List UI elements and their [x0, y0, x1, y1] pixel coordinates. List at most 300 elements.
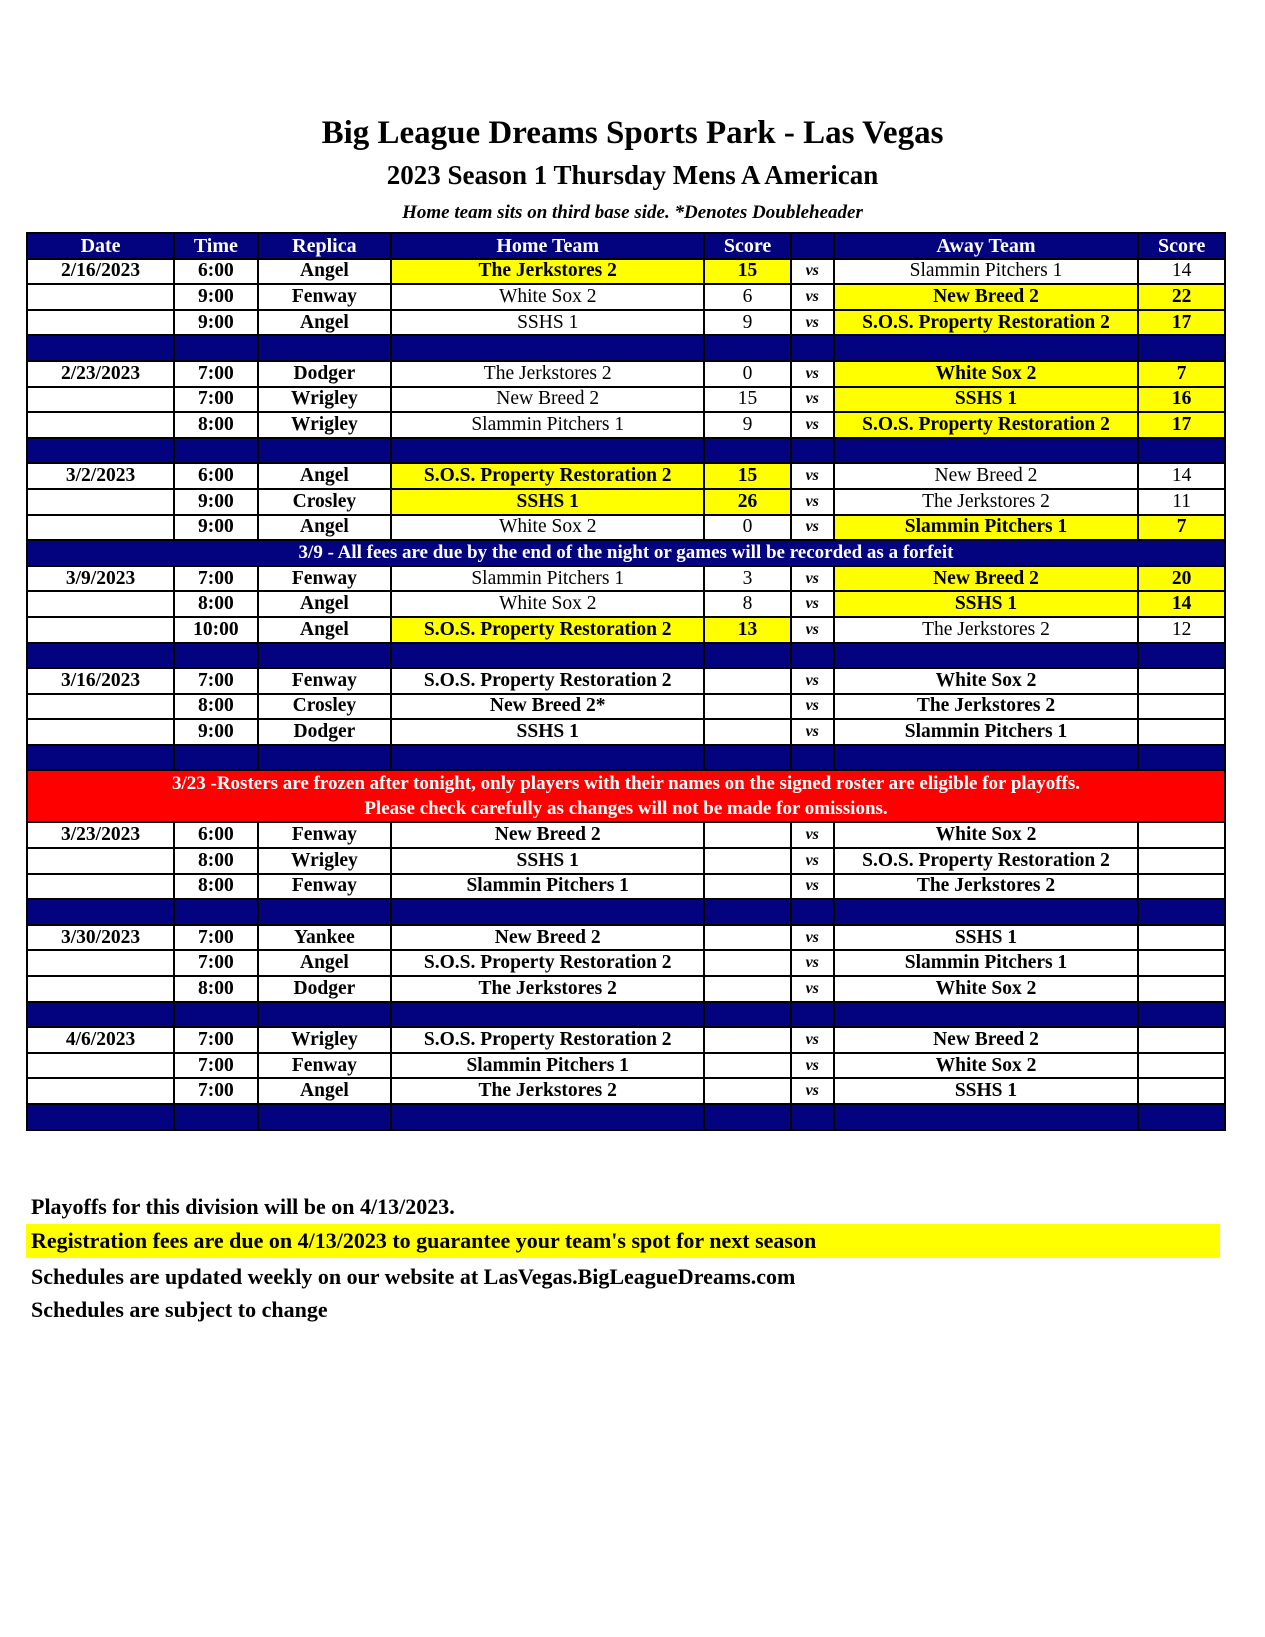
home-score-cell: 0	[704, 361, 791, 387]
home-score-cell: 15	[704, 463, 791, 489]
away-score-cell: 14	[1138, 259, 1225, 285]
separator-cell	[258, 899, 392, 925]
away-team-cell: S.O.S. Property Restoration 2	[834, 848, 1139, 874]
away-team-cell: New Breed 2	[834, 463, 1139, 489]
date-cell	[27, 874, 174, 900]
away-team-cell: New Breed 2	[834, 566, 1139, 592]
separator-cell	[391, 899, 704, 925]
column-header-replica: Replica	[258, 233, 392, 259]
time-cell: 7:00	[174, 566, 257, 592]
table-row	[27, 925, 1225, 951]
away-team-cell: S.O.S. Property Restoration 2	[834, 412, 1139, 438]
home-score-cell: 9	[704, 310, 791, 336]
separator-cell	[704, 745, 791, 771]
field-cell: Crosley	[258, 489, 392, 515]
away-score-cell	[1138, 950, 1225, 976]
home-score-cell	[704, 1053, 791, 1079]
field-cell: Wrigley	[258, 387, 392, 413]
time-cell: 9:00	[174, 284, 257, 310]
away-team-cell: Slammin Pitchers 1	[834, 515, 1139, 541]
away-score-cell	[1138, 694, 1225, 720]
date-cell	[27, 489, 174, 515]
table-row	[27, 591, 1225, 617]
time-cell: 7:00	[174, 1027, 257, 1053]
field-cell: Angel	[258, 950, 392, 976]
home-team-cell: New Breed 2*	[391, 694, 704, 720]
vs-cell: vs	[791, 874, 834, 900]
separator-cell	[27, 438, 174, 464]
separator-cell	[834, 1002, 1139, 1028]
vs-cell: vs	[791, 284, 834, 310]
vs-cell: vs	[791, 719, 834, 745]
date-cell	[27, 310, 174, 336]
vs-cell: vs	[791, 694, 834, 720]
separator-cell	[391, 1104, 704, 1130]
separator-row	[27, 745, 1225, 771]
away-team-cell: White Sox 2	[834, 976, 1139, 1002]
time-cell: 6:00	[174, 463, 257, 489]
date-cell: 2/23/2023	[27, 361, 174, 387]
separator-row	[27, 438, 1225, 464]
date-cell: 4/6/2023	[27, 1027, 174, 1053]
separator-row	[27, 335, 1225, 361]
away-team-cell: New Breed 2	[834, 1027, 1139, 1053]
vs-cell: vs	[791, 591, 834, 617]
home-team-cell: S.O.S. Property Restoration 2	[391, 617, 704, 643]
time-cell: 7:00	[174, 925, 257, 951]
home-team-cell: New Breed 2	[391, 925, 704, 951]
home-score-cell	[704, 950, 791, 976]
separator-cell	[391, 745, 704, 771]
separator-cell	[27, 745, 174, 771]
home-score-cell	[704, 1027, 791, 1053]
time-cell: 7:00	[174, 1078, 257, 1104]
separator-cell	[834, 438, 1139, 464]
separator-cell	[704, 438, 791, 464]
field-cell: Dodger	[258, 719, 392, 745]
home-score-cell	[704, 1078, 791, 1104]
vs-cell: vs	[791, 463, 834, 489]
away-score-cell	[1138, 874, 1225, 900]
vs-cell: vs	[791, 310, 834, 336]
field-cell: Crosley	[258, 694, 392, 720]
field-cell: Angel	[258, 310, 392, 336]
home-score-cell: 6	[704, 284, 791, 310]
vs-cell: vs	[791, 925, 834, 951]
date-cell	[27, 591, 174, 617]
home-score-cell	[704, 719, 791, 745]
away-score-cell: 17	[1138, 412, 1225, 438]
home-team-cell: New Breed 2	[391, 822, 704, 848]
table-row	[27, 668, 1225, 694]
field-cell: Angel	[258, 617, 392, 643]
away-team-cell: The Jerkstores 2	[834, 694, 1139, 720]
footer-subject: Schedules are subject to change	[31, 1297, 328, 1322]
table-row	[27, 361, 1225, 387]
home-team-cell: The Jerkstores 2	[391, 361, 704, 387]
table-row	[27, 566, 1225, 592]
separator-cell	[391, 643, 704, 669]
separator-cell	[834, 643, 1139, 669]
separator-row	[27, 643, 1225, 669]
separator-cell	[704, 899, 791, 925]
table-row	[27, 463, 1225, 489]
time-cell: 8:00	[174, 848, 257, 874]
footer-playoffs: Playoffs for this division will be on 4/13/2023.	[31, 1194, 455, 1219]
field-cell: Angel	[258, 591, 392, 617]
home-team-cell: White Sox 2	[391, 284, 704, 310]
date-cell: 3/23/2023	[27, 822, 174, 848]
away-score-cell	[1138, 822, 1225, 848]
home-team-cell: The Jerkstores 2	[391, 976, 704, 1002]
date-cell	[27, 848, 174, 874]
separator-cell	[174, 745, 257, 771]
separator-cell	[258, 745, 392, 771]
field-cell: Fenway	[258, 284, 392, 310]
time-cell: 9:00	[174, 515, 257, 541]
home-score-cell: 15	[704, 259, 791, 285]
column-header-away-team: Away Team	[834, 233, 1139, 259]
date-cell	[27, 387, 174, 413]
away-score-cell: 11	[1138, 489, 1225, 515]
notice-row	[27, 540, 1225, 566]
time-cell: 8:00	[174, 976, 257, 1002]
separator-cell	[174, 335, 257, 361]
field-cell: Angel	[258, 463, 392, 489]
home-score-cell: 15	[704, 387, 791, 413]
home-score-cell	[704, 822, 791, 848]
time-cell: 7:00	[174, 668, 257, 694]
home-team-cell: White Sox 2	[391, 515, 704, 541]
field-cell: Fenway	[258, 874, 392, 900]
date-cell: 3/2/2023	[27, 463, 174, 489]
home-score-cell: 26	[704, 489, 791, 515]
away-team-cell: SSHS 1	[834, 925, 1139, 951]
separator-row	[27, 899, 1225, 925]
home-team-cell: SSHS 1	[391, 848, 704, 874]
away-score-cell: 12	[1138, 617, 1225, 643]
date-cell	[27, 694, 174, 720]
schedule-table	[26, 232, 1226, 1131]
vs-cell: vs	[791, 387, 834, 413]
table-row	[27, 489, 1225, 515]
home-score-cell: 13	[704, 617, 791, 643]
home-team-cell: SSHS 1	[391, 719, 704, 745]
home-team-cell: The Jerkstores 2	[391, 1078, 704, 1104]
table-row	[27, 848, 1225, 874]
time-cell: 10:00	[174, 617, 257, 643]
time-cell: 7:00	[174, 387, 257, 413]
field-cell: Angel	[258, 1078, 392, 1104]
table-row	[27, 976, 1225, 1002]
home-score-cell: 9	[704, 412, 791, 438]
table-row	[27, 387, 1225, 413]
date-cell	[27, 284, 174, 310]
separator-row	[27, 1002, 1225, 1028]
field-cell: Wrigley	[258, 412, 392, 438]
separator-cell	[791, 1002, 834, 1028]
vs-cell: vs	[791, 259, 834, 285]
separator-cell	[391, 335, 704, 361]
home-score-cell: 8	[704, 591, 791, 617]
field-cell: Dodger	[258, 361, 392, 387]
separator-cell	[391, 438, 704, 464]
separator-cell	[834, 899, 1139, 925]
separator-cell	[704, 643, 791, 669]
home-team-cell: Slammin Pitchers 1	[391, 874, 704, 900]
home-team-cell: S.O.S. Property Restoration 2	[391, 463, 704, 489]
separator-cell	[258, 643, 392, 669]
away-score-cell	[1138, 1078, 1225, 1104]
field-cell: Angel	[258, 259, 392, 285]
separator-cell	[174, 643, 257, 669]
home-team-cell: Slammin Pitchers 1	[391, 1053, 704, 1079]
vs-cell: vs	[791, 822, 834, 848]
time-cell: 6:00	[174, 822, 257, 848]
away-score-cell	[1138, 1053, 1225, 1079]
separator-cell	[258, 1104, 392, 1130]
column-header-away-score: Score	[1138, 233, 1225, 259]
home-team-cell: S.O.S. Property Restoration 2	[391, 1027, 704, 1053]
separator-cell	[27, 643, 174, 669]
separator-cell	[174, 438, 257, 464]
vs-cell: vs	[791, 976, 834, 1002]
separator-cell	[258, 438, 392, 464]
field-cell: Fenway	[258, 822, 392, 848]
away-team-cell: S.O.S. Property Restoration 2	[834, 310, 1139, 336]
away-score-cell: 7	[1138, 361, 1225, 387]
vs-cell: vs	[791, 489, 834, 515]
table-row	[27, 822, 1225, 848]
vs-cell: vs	[791, 412, 834, 438]
separator-cell	[1138, 745, 1225, 771]
away-team-cell: White Sox 2	[834, 361, 1139, 387]
separator-cell	[27, 1002, 174, 1028]
away-team-cell: New Breed 2	[834, 284, 1139, 310]
roster-alert-line1: 3/23 -Rosters are frozen after tonight, only players with their names on the signed roster are eligible for playoffs.	[171, 773, 1081, 795]
home-score-cell	[704, 694, 791, 720]
fee-notice: 3/9 - All fees are due by the end of the night or games will be recorded as a forfeit	[27, 540, 1225, 566]
separator-cell	[791, 745, 834, 771]
home-team-cell: White Sox 2	[391, 591, 704, 617]
vs-cell: vs	[791, 668, 834, 694]
roster-alert-line2: Please check carefully as changes will not be made for omissions.	[364, 798, 888, 820]
vs-cell: vs	[791, 566, 834, 592]
footer-website: Schedules are updated weekly on our website at LasVegas.BigLeagueDreams.com	[31, 1264, 796, 1289]
time-cell: 8:00	[174, 874, 257, 900]
field-cell: Fenway	[258, 566, 392, 592]
field-cell: Fenway	[258, 1053, 392, 1079]
home-team-cell: S.O.S. Property Restoration 2	[391, 950, 704, 976]
vs-cell: vs	[791, 1078, 834, 1104]
separator-cell	[791, 899, 834, 925]
date-cell	[27, 412, 174, 438]
separator-row	[27, 1104, 1225, 1130]
home-score-cell	[704, 925, 791, 951]
home-team-cell: Slammin Pitchers 1	[391, 412, 704, 438]
roster-alert	[27, 770, 1225, 822]
time-cell: 7:00	[174, 950, 257, 976]
page-subtitle: 2023 Season 1 Thursday Mens A American	[386, 160, 879, 190]
separator-cell	[258, 335, 392, 361]
home-score-cell	[704, 874, 791, 900]
away-team-cell: SSHS 1	[834, 1078, 1139, 1104]
away-team-cell: SSHS 1	[834, 387, 1139, 413]
away-team-cell: The Jerkstores 2	[834, 874, 1139, 900]
away-score-cell: 20	[1138, 566, 1225, 592]
table-row	[27, 1027, 1225, 1053]
home-score-cell: 3	[704, 566, 791, 592]
header-note: Home team sits on third base side. *Denotes Doubleheader	[402, 202, 863, 223]
table-row	[27, 310, 1225, 336]
away-score-cell: 14	[1138, 463, 1225, 489]
away-team-cell: White Sox 2	[834, 668, 1139, 694]
separator-cell	[834, 335, 1139, 361]
date-cell: 2/16/2023	[27, 259, 174, 285]
time-cell: 8:00	[174, 412, 257, 438]
away-score-cell: 7	[1138, 515, 1225, 541]
table-row	[27, 694, 1225, 720]
column-header-time: Time	[174, 233, 257, 259]
field-cell: Wrigley	[258, 1027, 392, 1053]
away-score-cell: 16	[1138, 387, 1225, 413]
away-score-cell: 14	[1138, 591, 1225, 617]
home-score-cell: 0	[704, 515, 791, 541]
separator-cell	[174, 899, 257, 925]
vs-cell: vs	[791, 848, 834, 874]
separator-cell	[791, 335, 834, 361]
table-row	[27, 515, 1225, 541]
separator-cell	[27, 899, 174, 925]
separator-cell	[704, 1104, 791, 1130]
date-cell: 3/9/2023	[27, 566, 174, 592]
column-header-vs	[791, 233, 834, 259]
table-header-row	[27, 233, 1225, 259]
separator-cell	[27, 335, 174, 361]
home-team-cell: New Breed 2	[391, 387, 704, 413]
away-team-cell: White Sox 2	[834, 1053, 1139, 1079]
away-score-cell	[1138, 848, 1225, 874]
home-score-cell	[704, 976, 791, 1002]
date-cell	[27, 515, 174, 541]
field-cell: Angel	[258, 515, 392, 541]
column-header-date: Date	[27, 233, 174, 259]
away-score-cell	[1138, 976, 1225, 1002]
home-team-cell: SSHS 1	[391, 489, 704, 515]
away-team-cell: The Jerkstores 2	[834, 617, 1139, 643]
date-cell	[27, 950, 174, 976]
away-score-cell	[1138, 925, 1225, 951]
table-row	[27, 719, 1225, 745]
footer-registration: Registration fees are due on 4/13/2023 to guarantee your team's spot for next season	[26, 1224, 1220, 1258]
date-cell: 3/16/2023	[27, 668, 174, 694]
away-team-cell: The Jerkstores 2	[834, 489, 1139, 515]
away-score-cell	[1138, 1027, 1225, 1053]
time-cell: 7:00	[174, 1053, 257, 1079]
date-cell	[27, 617, 174, 643]
time-cell: 8:00	[174, 694, 257, 720]
separator-cell	[704, 1002, 791, 1028]
separator-cell	[1138, 1002, 1225, 1028]
date-cell	[27, 1078, 174, 1104]
time-cell: 9:00	[174, 310, 257, 336]
column-header-home-score: Score	[704, 233, 791, 259]
table-row	[27, 412, 1225, 438]
away-score-cell: 17	[1138, 310, 1225, 336]
separator-cell	[174, 1104, 257, 1130]
roster-alert-row	[27, 770, 1225, 822]
away-team-cell: White Sox 2	[834, 822, 1139, 848]
table-row	[27, 259, 1225, 285]
vs-cell: vs	[791, 1027, 834, 1053]
home-score-cell	[704, 848, 791, 874]
date-cell	[27, 719, 174, 745]
vs-cell: vs	[791, 361, 834, 387]
page-title: Big League Dreams Sports Park - Las Vegas	[321, 115, 944, 151]
vs-cell: vs	[791, 950, 834, 976]
separator-cell	[1138, 335, 1225, 361]
field-cell: Yankee	[258, 925, 392, 951]
away-score-cell	[1138, 668, 1225, 694]
time-cell: 6:00	[174, 259, 257, 285]
separator-cell	[1138, 438, 1225, 464]
table-row	[27, 284, 1225, 310]
table-row	[27, 1078, 1225, 1104]
separator-cell	[704, 335, 791, 361]
separator-cell	[791, 643, 834, 669]
away-team-cell: SSHS 1	[834, 591, 1139, 617]
away-score-cell	[1138, 719, 1225, 745]
away-score-cell: 22	[1138, 284, 1225, 310]
separator-cell	[834, 1104, 1139, 1130]
separator-cell	[391, 1002, 704, 1028]
table-row	[27, 1053, 1225, 1079]
date-cell	[27, 1053, 174, 1079]
table-row	[27, 950, 1225, 976]
time-cell: 9:00	[174, 719, 257, 745]
separator-cell	[791, 438, 834, 464]
separator-cell	[1138, 1104, 1225, 1130]
separator-cell	[834, 745, 1139, 771]
field-cell: Dodger	[258, 976, 392, 1002]
time-cell: 7:00	[174, 361, 257, 387]
table-row	[27, 874, 1225, 900]
away-team-cell: Slammin Pitchers 1	[834, 259, 1139, 285]
away-team-cell: Slammin Pitchers 1	[834, 719, 1139, 745]
separator-cell	[258, 1002, 392, 1028]
home-team-cell: The Jerkstores 2	[391, 259, 704, 285]
home-team-cell: SSHS 1	[391, 310, 704, 336]
field-cell: Fenway	[258, 668, 392, 694]
vs-cell: vs	[791, 1053, 834, 1079]
vs-cell: vs	[791, 617, 834, 643]
separator-cell	[1138, 643, 1225, 669]
date-cell: 3/30/2023	[27, 925, 174, 951]
time-cell: 9:00	[174, 489, 257, 515]
separator-cell	[27, 1104, 174, 1130]
separator-cell	[791, 1104, 834, 1130]
date-cell	[27, 976, 174, 1002]
away-team-cell: Slammin Pitchers 1	[834, 950, 1139, 976]
field-cell: Wrigley	[258, 848, 392, 874]
separator-cell	[1138, 899, 1225, 925]
home-team-cell: S.O.S. Property Restoration 2	[391, 668, 704, 694]
home-team-cell: Slammin Pitchers 1	[391, 566, 704, 592]
separator-cell	[174, 1002, 257, 1028]
time-cell: 8:00	[174, 591, 257, 617]
home-score-cell	[704, 668, 791, 694]
table-row	[27, 617, 1225, 643]
